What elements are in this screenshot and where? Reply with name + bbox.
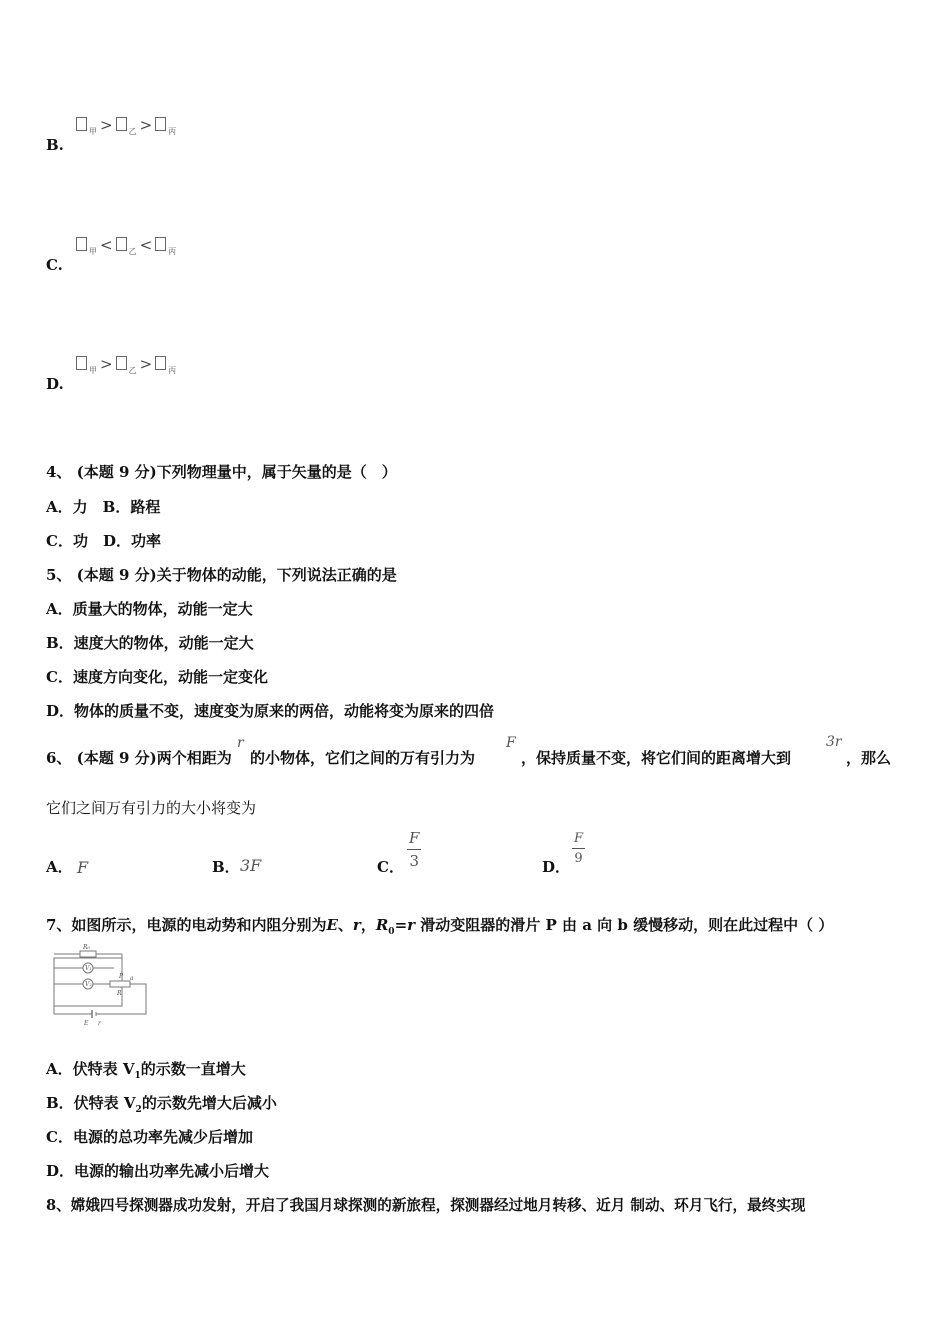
subscript: 甲 xyxy=(89,247,97,256)
placeholder-glyph xyxy=(76,237,87,251)
placeholder-glyph xyxy=(116,117,127,131)
circuit-label-p: P xyxy=(119,973,124,980)
q7-sub0: 0 xyxy=(388,927,395,937)
placeholder-glyph xyxy=(76,356,87,370)
q7-option-b xyxy=(46,1092,277,1115)
circuit-label-v1: V₁ xyxy=(85,965,92,972)
q7-symbol-r: r xyxy=(352,916,361,934)
subscript: 乙 xyxy=(128,127,137,136)
q5-option-d: D．物体的质量不变，速度变为原来的两倍，动能将变为原来的四倍 xyxy=(46,702,495,720)
operator: > xyxy=(139,116,153,134)
q7-stem-text2: 滑动变阻器的滑片 P 由 a 向 b 缓慢移动，则在此过程中（ ） xyxy=(415,916,834,934)
q5-option-a: A．质量大的物体，动能一定大 xyxy=(46,600,253,618)
subscript: 甲 xyxy=(89,127,97,136)
subscript: 乙 xyxy=(128,247,137,256)
q4-options-row2: C．功 D．功率 xyxy=(46,532,161,550)
q7-comma: ， xyxy=(360,916,376,934)
q6-stem-line2: 它们之间万有引力的大小将变为 xyxy=(46,799,257,817)
operator: < xyxy=(139,236,153,254)
q6-stem-part2: 的小物体，它们之间的万有引力为 xyxy=(250,749,476,767)
q7-option-b-text2: 的示数先增大后减小 xyxy=(141,1094,277,1112)
circuit-resistor-r0 xyxy=(80,951,96,957)
q6-choice-d-label: D． xyxy=(542,858,571,876)
q7-option-b-sub: 2 xyxy=(135,1105,142,1115)
q3-option-c-formula xyxy=(76,236,176,257)
q7-option-c: C．电源的总功率先减少后增加 xyxy=(46,1128,253,1146)
q6-choice-b-value: 3F xyxy=(240,856,262,875)
q6-math-F: F xyxy=(506,735,516,751)
q4-options-row1: A．力 B．路程 xyxy=(46,498,161,516)
q7-option-b-text: B．伏特表 V xyxy=(46,1094,136,1112)
q7-option-a-sub: 1 xyxy=(134,1071,141,1081)
subscript: 丙 xyxy=(168,247,177,256)
circuit-label-v2: V₂ xyxy=(85,981,92,988)
q6-stem-part1: 6、 (本题 9 分)两个相距为 xyxy=(46,749,232,767)
q3-option-c-label: C. xyxy=(46,256,63,274)
fraction-numerator: F xyxy=(572,831,585,849)
q6-stem-part3: ，保持质量不变，将它们间的距离增大到 xyxy=(521,749,792,767)
q6-choice-b-label: B． xyxy=(212,858,240,876)
fraction-denominator: 3 xyxy=(409,852,419,870)
q5-stem: 5、 (本题 9 分)关于物体的动能，下列说法正确的是 xyxy=(46,566,397,584)
subscript: 丙 xyxy=(168,366,177,375)
operator: > xyxy=(100,355,113,373)
circuit-label-E: E xyxy=(84,1020,89,1027)
placeholder-glyph xyxy=(76,117,87,131)
q6-choice-a-label: A． xyxy=(46,858,73,876)
circuit-label-R: R xyxy=(117,990,122,997)
subscript: 甲 xyxy=(89,366,97,375)
q6-choice-c-fraction xyxy=(407,829,421,870)
q3-option-d-label: D. xyxy=(46,375,64,393)
placeholder-glyph xyxy=(155,356,166,370)
fraction-numerator: F xyxy=(407,829,421,850)
q7-stem-text: 7、如图所示，电源的电动势和内阻分别为 xyxy=(46,916,327,934)
q3-option-b-formula xyxy=(76,116,176,137)
q7-option-a xyxy=(46,1058,246,1081)
q6-choice-a-value: F xyxy=(77,858,89,877)
q6-choice-d-fraction xyxy=(572,831,585,866)
q7-option-d: D．电源的输出功率先减小后增大 xyxy=(46,1162,270,1180)
q7-symbol-e: E xyxy=(326,916,338,934)
circuit-label-r0: R₀ xyxy=(83,944,90,951)
subscript: 乙 xyxy=(128,366,137,375)
subscript: 丙 xyxy=(168,127,177,136)
operator: > xyxy=(139,355,153,373)
fraction-denominator: 9 xyxy=(574,851,583,866)
q4-stem: 4、 (本题 9 分)下列物理量中，属于矢量的是（ ） xyxy=(46,463,397,481)
placeholder-glyph xyxy=(155,117,166,131)
placeholder-glyph xyxy=(116,356,127,370)
operator: > xyxy=(100,116,113,134)
q7-circuit-diagram xyxy=(52,944,152,1028)
q7-stem xyxy=(46,914,833,937)
q7-eq: = xyxy=(394,916,408,934)
circuit-label-r: r xyxy=(98,1020,101,1027)
q7-sep: 、 xyxy=(337,916,353,934)
q7-symbol-R: R xyxy=(375,916,389,934)
q3-option-d-formula xyxy=(76,355,176,376)
q7-option-a-text: A．伏特表 V xyxy=(46,1060,135,1078)
q8-stem: 8、嫦娥四号探测器成功发射，开启了我国月球探测的新旅程，探测器经过地月转移、近月 制动、环月飞行，最终实现 xyxy=(46,1197,806,1214)
circuit-label-a: a xyxy=(130,975,134,982)
circuit-rheostat xyxy=(110,981,130,987)
q5-option-c: C．速度方向变化，动能一定变化 xyxy=(46,668,268,686)
q5-option-b: B．速度大的物体，动能一定大 xyxy=(46,634,254,652)
q3-option-b-label: B. xyxy=(46,136,64,154)
placeholder-glyph xyxy=(116,237,127,251)
q7-option-a-text2: 的示数一直增大 xyxy=(140,1060,246,1078)
q6-math-r: r xyxy=(237,735,244,751)
operator: < xyxy=(100,236,113,254)
q7-symbol-r2: r xyxy=(407,916,416,934)
placeholder-glyph xyxy=(155,237,166,251)
q6-math-3r: 3r xyxy=(826,734,842,750)
q6-stem-part4: ，那么 xyxy=(846,749,892,767)
q6-choice-c-label: C． xyxy=(377,858,404,876)
